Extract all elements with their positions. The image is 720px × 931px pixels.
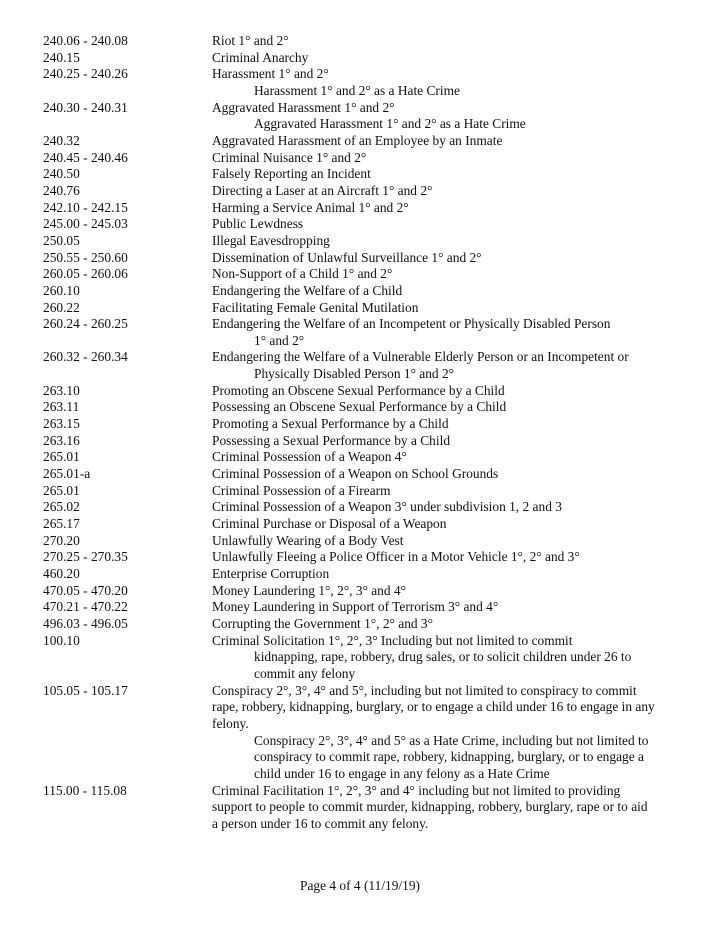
offense-description [212, 216, 693, 233]
offense-row [43, 150, 693, 167]
section-number: 240.32 [43, 132, 80, 148]
section-number: 100.10 [43, 632, 80, 648]
offense-subline: Harassment 1° and 2° as a Hate Crime [254, 82, 460, 98]
offense-subline: kidnapping, rape, robbery, drug sales, or to solicit children under 26 to [254, 649, 632, 665]
offense-description [212, 616, 693, 633]
offense-line: Conspiracy 2°, 3°, 4° and 5°, including but not limited to conspiracy to commit [212, 682, 637, 698]
offense-line: Money Laundering in Support of Terrorism 3° and 4° [212, 599, 499, 615]
offense-description [212, 533, 693, 550]
offense-description [212, 499, 693, 516]
offense-line: Directing a Laser at an Aircraft 1° and 2° [212, 182, 433, 198]
offense-row [43, 266, 693, 283]
offense-line: Promoting a Sexual Performance by a Child [212, 416, 449, 432]
section-number: 240.50 [43, 166, 80, 182]
offense-description [212, 233, 693, 250]
offense-description [212, 100, 693, 133]
section-number: 250.05 [43, 232, 80, 248]
offense-description [212, 449, 693, 466]
offense-row [43, 516, 693, 533]
offense-description [212, 583, 693, 600]
offense-row [43, 583, 693, 600]
offense-line: Facilitating Female Genital Mutilation [212, 299, 419, 315]
section-number: 240.76 [43, 182, 80, 198]
offense-row [43, 66, 693, 99]
offense-line: Dissemination of Unlawful Surveillance 1° and 2° [212, 249, 482, 265]
offense-description [212, 266, 693, 283]
offense-row [43, 300, 693, 317]
section-number: 240.30 - 240.31 [43, 99, 128, 115]
section-number: 260.32 - 260.34 [43, 349, 128, 365]
offense-line: Possessing a Sexual Performance by a Child [212, 432, 451, 448]
offense-description [212, 633, 693, 683]
offense-row [43, 616, 693, 633]
offense-row [43, 466, 693, 483]
offense-line: Money Laundering 1°, 2°, 3° and 4° [212, 582, 406, 598]
offense-line: Illegal Eavesdropping [212, 232, 330, 248]
offense-line: Riot 1° and 2° [212, 33, 289, 48]
offense-line: Enterprise Corruption [212, 566, 330, 581]
section-number: 263.15 [43, 416, 80, 432]
offense-line: Harassment 1° and 2° [212, 66, 329, 82]
offense-description [212, 683, 693, 783]
section-number: 240.45 - 240.46 [43, 149, 128, 165]
section-number: 265.01-a [43, 466, 91, 482]
offense-line: a person under 16 to commit any felony. [212, 815, 429, 831]
offense-description [212, 416, 693, 433]
offense-description [212, 33, 693, 50]
offense-subline: Physically Disabled Person 1° and 2° [254, 366, 455, 382]
offense-row [43, 50, 693, 67]
offense-description [212, 150, 693, 167]
offense-row [43, 316, 693, 349]
offense-line: Endangering the Welfare of a Child [212, 282, 403, 298]
offense-description [212, 399, 693, 416]
offense-row [43, 599, 693, 616]
offense-row [43, 233, 693, 250]
offense-line: Criminal Facilitation 1°, 2°, 3° and 4° including but not limited to providing [212, 782, 621, 798]
offense-line: Aggravated Harassment 1° and 2° [212, 99, 395, 115]
section-number: 260.10 [43, 282, 80, 298]
offense-row [43, 383, 693, 400]
offense-subline: Aggravated Harassment 1° and 2° as a Hate Crime [254, 116, 526, 132]
offense-row [43, 683, 693, 783]
section-number: 263.16 [43, 432, 80, 448]
offense-line: Non-Support of a Child 1° and 2° [212, 266, 393, 282]
offense-row [43, 33, 693, 50]
offense-row [43, 349, 693, 382]
section-number: 105.05 - 105.17 [43, 682, 128, 698]
offense-row [43, 783, 693, 833]
offense-line: Criminal Nuisance 1° and 2° [212, 149, 367, 165]
offense-row [43, 483, 693, 500]
offense-description [212, 133, 693, 150]
offense-line: Public Lewdness [212, 216, 304, 232]
offense-line: Endangering the Welfare of an Incompetent or Physically Disabled Person [212, 316, 611, 332]
offense-row [43, 433, 693, 450]
offense-subline: conspiracy to commit rape, robbery, kidnapping, burglary, or to engage a [254, 749, 644, 765]
offense-row [43, 216, 693, 233]
section-number: 250.55 - 250.60 [43, 249, 128, 265]
section-number: 265.02 [43, 499, 80, 515]
section-number: 265.01 [43, 449, 80, 465]
offense-line: Criminal Possession of a Firearm [212, 482, 391, 498]
offense-description [212, 783, 693, 833]
offense-description [212, 316, 693, 349]
offense-line: Criminal Possession of a Weapon 3° under subdivision 1, 2 and 3 [212, 499, 562, 515]
offense-subline: child under 16 to engage in any felony as a Hate Crime [254, 765, 550, 781]
page-footer: Page 4 of 4 (11/19/19) [300, 878, 420, 893]
offense-row [43, 533, 693, 550]
section-number: 496.03 - 496.05 [43, 615, 128, 631]
offense-description [212, 516, 693, 533]
offense-line: Promoting an Obscene Sexual Performance by a Child [212, 382, 505, 398]
section-number: 263.11 [43, 399, 80, 415]
offense-line: felony. [212, 715, 249, 731]
offense-row [43, 100, 693, 133]
section-number: 245.00 - 245.03 [43, 216, 128, 232]
offense-list [43, 33, 693, 833]
section-number: 470.05 - 470.20 [43, 582, 128, 598]
offense-row [43, 200, 693, 217]
offense-description [212, 549, 693, 566]
offense-row [43, 166, 693, 183]
offense-description [212, 283, 693, 300]
offense-subline: commit any felony [254, 665, 356, 681]
section-number: 260.22 [43, 299, 80, 315]
offense-row [43, 499, 693, 516]
offense-row [43, 566, 693, 583]
section-number: 240.06 - 240.08 [43, 33, 128, 48]
section-number: 265.17 [43, 516, 80, 532]
section-number: 240.15 [43, 49, 80, 65]
offense-line: Corrupting the Government 1°, 2° and 3° [212, 615, 433, 631]
offense-description [212, 66, 693, 99]
offense-description [212, 483, 693, 500]
section-number: 260.24 - 260.25 [43, 316, 128, 332]
offense-description [212, 566, 693, 583]
offense-line: Unlawfully Fleeing a Police Officer in a Motor Vehicle 1°, 2° and 3° [212, 549, 580, 565]
offense-line: Criminal Purchase or Disposal of a Weapon [212, 516, 447, 532]
section-number: 242.10 - 242.15 [43, 199, 128, 215]
section-number: 470.21 - 470.22 [43, 599, 128, 615]
offense-description [212, 300, 693, 317]
offense-description [212, 599, 693, 616]
offense-line: Criminal Possession of a Weapon 4° [212, 449, 407, 465]
offense-row [43, 449, 693, 466]
offense-line: Unlawfully Wearing of a Body Vest [212, 532, 404, 548]
offense-description [212, 466, 693, 483]
offense-description [212, 200, 693, 217]
section-number: 265.01 [43, 482, 80, 498]
offense-line: Criminal Anarchy [212, 49, 309, 65]
offense-description [212, 349, 693, 382]
offense-row [43, 283, 693, 300]
offense-row [43, 549, 693, 566]
offense-description [212, 50, 693, 67]
offense-line: Criminal Solicitation 1°, 2°, 3° Including but not limited to commit [212, 632, 573, 648]
offense-description [212, 383, 693, 400]
offense-row [43, 133, 693, 150]
offense-description [212, 250, 693, 267]
offense-description [212, 433, 693, 450]
section-number: 270.25 - 270.35 [43, 549, 128, 565]
offense-row [43, 183, 693, 200]
section-number: 263.10 [43, 382, 80, 398]
section-number: 115.00 - 115.08 [43, 782, 127, 798]
offense-description [212, 166, 693, 183]
offense-line: Endangering the Welfare of a Vulnerable Elderly Person or an Incompetent or [212, 349, 629, 365]
offense-line: Aggravated Harassment of an Employee by an Inmate [212, 132, 503, 148]
section-number: 240.25 - 240.26 [43, 66, 128, 82]
offense-row [43, 416, 693, 433]
offense-line: support to people to commit murder, kidnapping, robbery, burglary, rape or to aid [212, 799, 648, 815]
offense-row [43, 633, 693, 683]
offense-line: Falsely Reporting an Incident [212, 166, 371, 182]
offense-description [212, 183, 693, 200]
section-number: 260.05 - 260.06 [43, 266, 128, 282]
offense-row [43, 250, 693, 267]
section-number: 270.20 [43, 532, 80, 548]
offense-line: Possessing an Obscene Sexual Performance by a Child [212, 399, 507, 415]
offense-line: Criminal Possession of a Weapon on School Grounds [212, 466, 499, 482]
section-number: 460.20 [43, 566, 80, 581]
offense-row [43, 399, 693, 416]
offense-subline: 1° and 2° [254, 332, 305, 348]
offense-line: Harming a Service Animal 1° and 2° [212, 199, 409, 215]
offense-line: rape, robbery, kidnapping, burglary, or to engage a child under 16 to engage in any [212, 699, 655, 715]
offense-subline: Conspiracy 2°, 3°, 4° and 5° as a Hate Crime, including but not limited to [254, 732, 649, 748]
